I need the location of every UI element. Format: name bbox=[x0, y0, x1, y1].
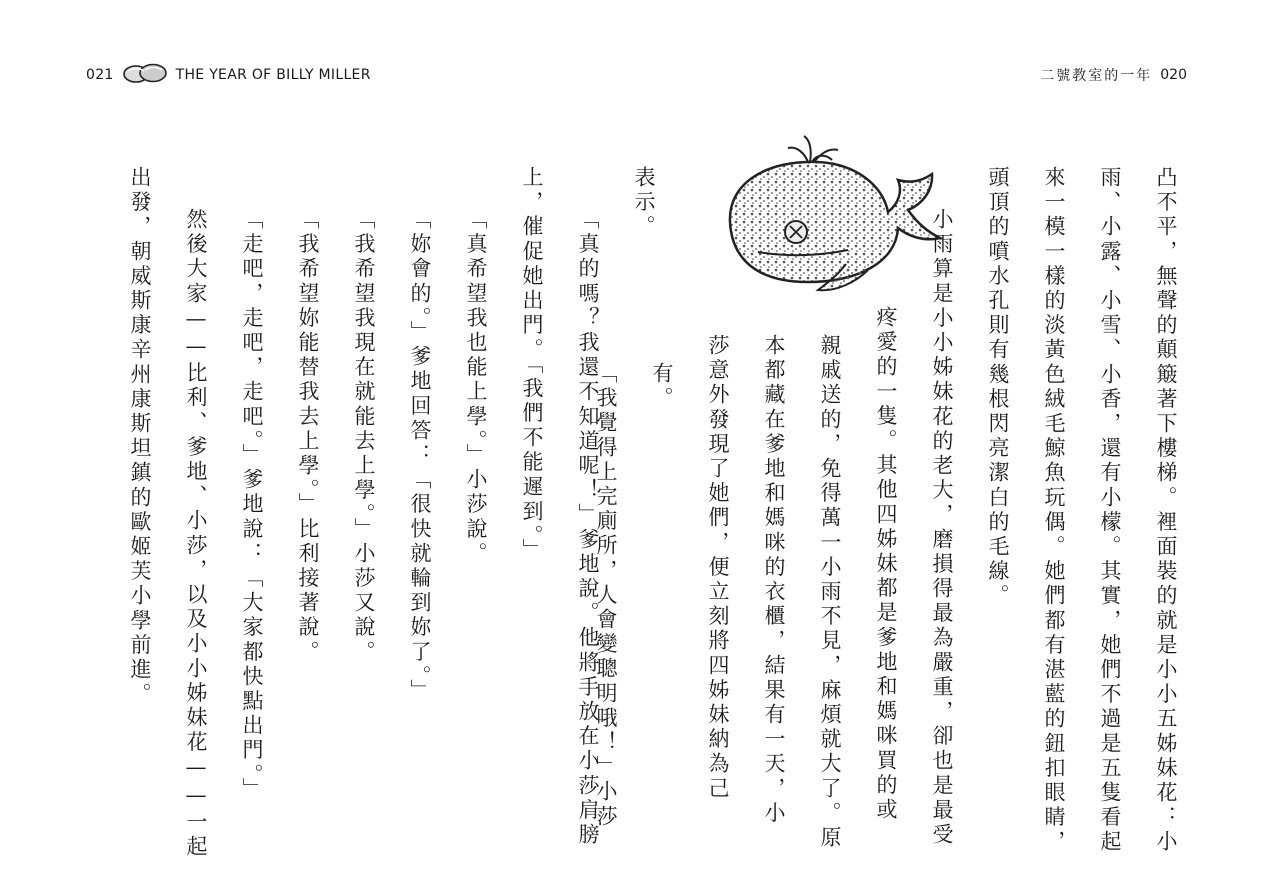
right-page-line-3: 來一模一樣的淡黃色絨毛鯨魚玩偶。她們都有湛藍的鈕扣眼睛， bbox=[1042, 166, 1066, 855]
glasses-logo-icon bbox=[122, 62, 168, 88]
right-page-line-7: 親戚送的，免得萬一小雨不見，麻煩就大了。原 bbox=[818, 334, 842, 851]
left-page-line-8: 「走吧，走吧，走吧。」爹地說：「大家都快點出門。」 bbox=[240, 208, 264, 802]
left-page-line-6: 「我希望我現在就能去上學。」小莎又說。 bbox=[352, 208, 376, 665]
right-page-number: 020 bbox=[1160, 67, 1187, 83]
right-page-line-10: 有。 bbox=[650, 362, 674, 412]
right-page-line-8: 本都藏在爹地和媽咪的衣櫃，結果有一天，小 bbox=[762, 334, 786, 826]
right-page-line-4: 頭頂的噴水孔則有幾根閃亮潔白的毛線。 bbox=[986, 166, 1010, 609]
left-page-line-3: 上，催促她出門。「我們不能遲到。」 bbox=[520, 166, 544, 564]
left-page-line-1: 表示。 bbox=[632, 166, 656, 240]
right-book-title: 二號教室的一年 bbox=[1040, 68, 1153, 84]
right-page-line-1: 凸不平，無聲的顛簸著下樓梯。裡面裝的就是小小五姊妹花：小 bbox=[1154, 166, 1178, 855]
left-page-line-10: 出發，朝威斯康辛州康斯坦鎮的歐姬芙小學前進。 bbox=[128, 166, 152, 708]
left-page-header bbox=[86, 64, 371, 86]
left-page-number: 021 bbox=[86, 67, 114, 83]
left-page-line-2: 「真的嗎？我還不知道呢！」爹地說。他將手放在小莎肩膀 bbox=[576, 208, 600, 848]
right-page-line-5: 小雨算是小小姊妹花的老大，磨損得最為嚴重，卻也是最受 bbox=[930, 208, 954, 848]
left-page-line-4: 「真希望我也能上學。」小莎說。 bbox=[464, 208, 488, 567]
right-page-line-9: 莎意外發現了她們，便立刻將四姊妹納為己 bbox=[706, 334, 730, 802]
left-page-line-7: 「我希望妳能替我去上學。」比利接著說。 bbox=[296, 208, 320, 665]
right-page-header bbox=[1040, 64, 1187, 86]
right-page-line-11: 「我覺得上完廁所，人會變聰明哦！」小莎 bbox=[594, 362, 618, 830]
right-page-line-6: 疼愛的一隻。其他四姊妹都是爹地和媽咪買的或 bbox=[874, 306, 898, 823]
right-page-line-2: 雨、小露、小雪、小香，還有小檬。其實，她們不過是五隻看起 bbox=[1098, 166, 1122, 855]
left-book-title: THE YEAR OF BILLY MILLER bbox=[175, 67, 371, 83]
left-page-line-5: 「妳會的。」爹地回答：「很快就輪到妳了。」 bbox=[408, 208, 432, 704]
left-page-line-9: 然後大家——比利、爹地、小莎，以及小小姊妹花——一起 bbox=[184, 208, 208, 860]
